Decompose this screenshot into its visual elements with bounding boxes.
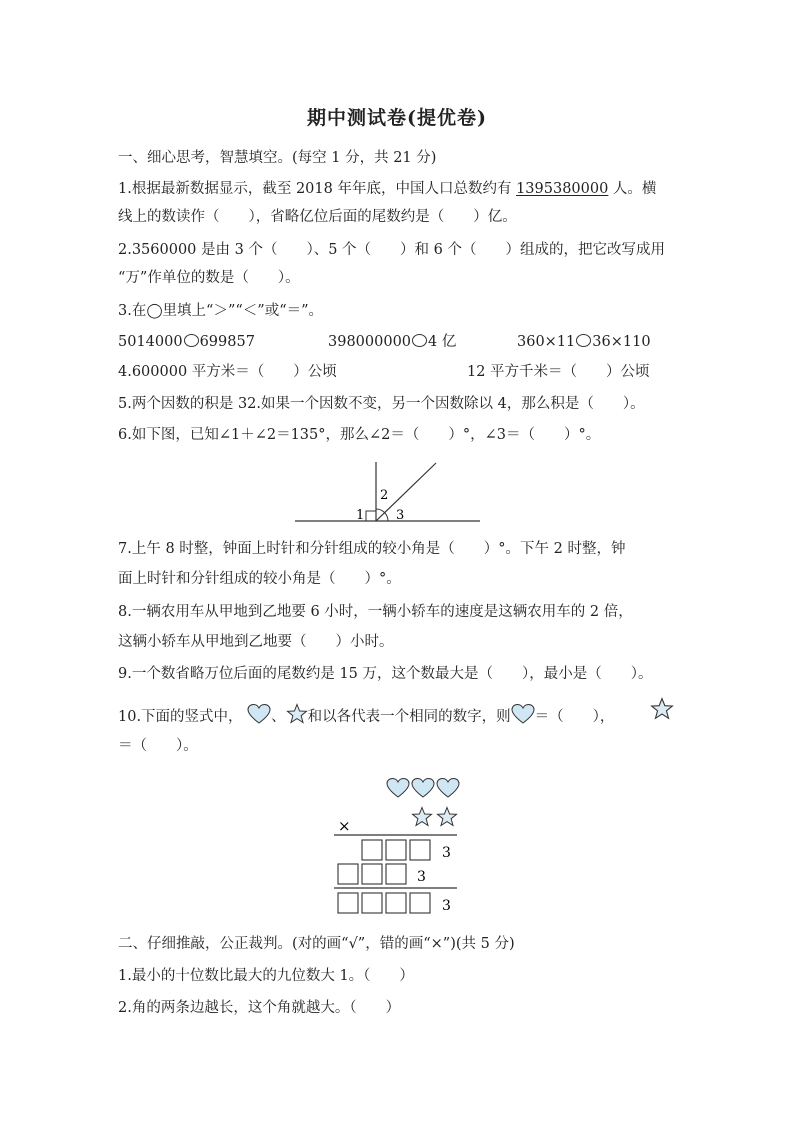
- vertical-multiplication: [330, 774, 465, 920]
- blank-circle: [184, 334, 199, 347]
- angle-2-label: 2: [380, 488, 389, 503]
- digit-box: [386, 893, 406, 913]
- q9-text: 9.一个数省略万位后面的尾数约是 15 万，这个数最大是（ ），最小是（ ）。: [118, 666, 653, 682]
- q7-line2: 面上时针和分针组成的较小角是（ ）°。: [118, 571, 401, 587]
- population-number: 1395380000: [516, 181, 609, 197]
- q1-line1: 1.根据最新数据显示，截至 2018 年年底，中国人口总数约有 1395380000 人。横: [118, 181, 657, 197]
- q5-text: 5.两个因数的积是 32.如果一个因数不变，另一个因数除以 4，那么积是（ ）。: [118, 396, 645, 412]
- star-icon: [413, 808, 432, 826]
- blank-circle: [576, 334, 591, 347]
- q7-line1: 7.上午 8 时整，钟面上时针和分针组成的较小角是（ ）°。下午 2 时整，钟: [118, 541, 626, 557]
- q2-line2: “万”作单位的数是（ ）。: [118, 270, 300, 286]
- q3-compare-2: 398000000 4 亿: [328, 334, 457, 350]
- star-icon: [286, 703, 308, 725]
- star-icon: [650, 697, 674, 721]
- digit-box: [362, 840, 382, 860]
- angle-1-label: 1: [356, 508, 365, 523]
- q3-compare-3: 360×11 36×110: [517, 334, 651, 350]
- blank-circle: [412, 334, 427, 347]
- heart-icon: [247, 703, 271, 725]
- q10-line2: ＝（ ）。: [118, 738, 198, 754]
- q4-left: 4.600000 平方米＝（ ）公顷: [118, 364, 337, 380]
- heart-icon: [437, 779, 459, 798]
- s2-q2: 2.角的两条边越长，这个角就越大。（ ）: [118, 1000, 401, 1016]
- q6-text: 6.如下图，已知∠1＋∠2＝135°，那么∠2＝（ ）°，∠3＝（ ）°。: [118, 427, 601, 443]
- q1-line2: 线上的数读作（ ），省略亿位后面的尾数约是（ ）亿。: [118, 209, 517, 225]
- digit-box: [362, 893, 382, 913]
- digit-box: [386, 840, 406, 860]
- digit-3: 3: [417, 869, 426, 885]
- digit-box: [386, 864, 406, 884]
- digit-box: [338, 864, 358, 884]
- right-angle-mark: [366, 511, 376, 521]
- digit-box: [338, 893, 358, 913]
- section1-heading: 一、细心思考，智慧填空。(每空 1 分，共 21 分): [118, 150, 437, 166]
- digit-box: [362, 864, 382, 884]
- s2-q1: 1.最小的十位数比最大的九位数大 1。（ ）: [118, 968, 414, 984]
- heart-icon: [412, 779, 434, 798]
- q3-line1: 3.在◯里填上“＞”“＜”或“＝”。: [118, 303, 324, 319]
- q10-line1: 10.下面的竖式中， 、 和以各代表一个相同的数字，则 ＝（ ），: [118, 703, 614, 727]
- digit-box: [410, 893, 430, 913]
- star-icon: [438, 808, 457, 826]
- times-sign: ×: [338, 817, 351, 835]
- q8-line2: 这辆小轿车从甲地到乙地要（ ）小时。: [118, 634, 394, 650]
- heart-icon: [511, 703, 535, 725]
- q3-compare-1: 5014000 699857: [118, 334, 255, 350]
- q8-line1: 8.一辆农用车从甲地到乙地要 6 小时，一辆小轿车的速度是这辆农用车的 2 倍，: [118, 604, 633, 620]
- digit-3: 3: [442, 845, 451, 861]
- section2-heading: 二、仔细推敲，公正裁判。(对的画“√”，错的画“×”)(共 5 分): [118, 936, 515, 952]
- digit-3: 3: [442, 898, 451, 914]
- q4-right: 12 平方千米＝（ ）公顷: [467, 364, 650, 380]
- digit-box: [410, 840, 430, 860]
- angle-3-label: 3: [396, 508, 405, 523]
- page-title: 期中测试卷(提优卷): [307, 107, 487, 129]
- angle-figure: [290, 458, 485, 526]
- heart-icon: [387, 779, 409, 798]
- q2-line1: 2.3560000 是由 3 个（ ）、5 个（ ）和 6 个（ ）组成的，把它改写成用: [118, 242, 665, 258]
